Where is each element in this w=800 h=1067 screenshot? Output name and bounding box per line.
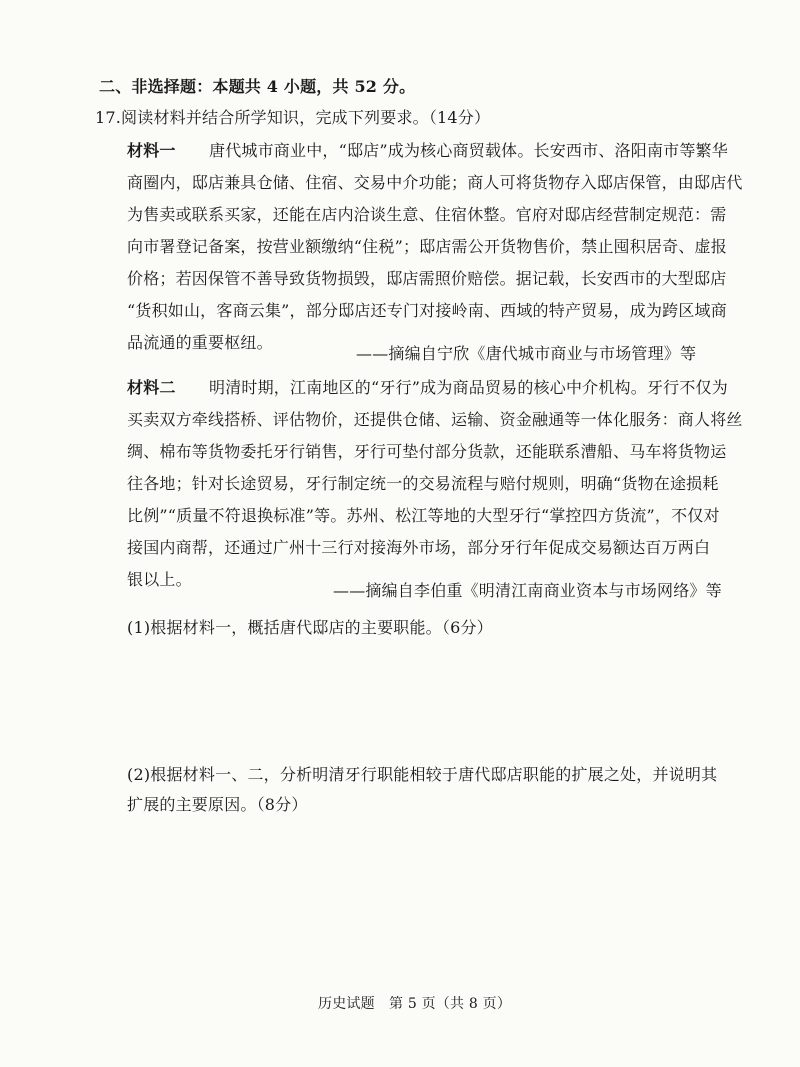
material-two-source: ——摘编自李伯重《明清江南商业资本与市场网络》等 — [333, 581, 722, 600]
material-one-source: ——摘编自宁欣《唐代城市商业与市场管理》等 — [356, 344, 697, 363]
material-one-line: 品流通的重要枢纽。 — [127, 333, 273, 352]
material-one-line: 商圈内，邸店兼具仓储、住宿、交易中介功能；商人可将货物存入邸店保管，由邸店代 — [127, 173, 743, 192]
material-two-line: 接国内商帮，还通过广州十三行对接海外市场，部分牙行年促成交易额达百万两白 — [127, 538, 711, 557]
material-one-line: “货积如山，客商云集”，部分邸店还专门对接岭南、西域的特产贸易，成为跨区域商 — [127, 301, 727, 320]
sub-question-two-line: 扩展的主要原因。（8分） — [127, 795, 308, 814]
material-two-line: 比例”“质量不符退换标准”等。苏州、松江等地的大型牙行“掌控四方货流”，不仅对 — [127, 506, 720, 525]
material-one-label: 材料一 — [127, 141, 176, 160]
section-heading: 二、非选择题：本题共 4 小题，共 52 分。 — [99, 77, 416, 96]
material-two-line: 明清时期，江南地区的“牙行”成为商品贸易的核心中介机构。牙行不仅为 — [209, 378, 728, 397]
question-prompt: 17.阅读材料并结合所学知识，完成下列要求。（14分） — [95, 108, 491, 127]
material-two-line: 往各地；针对长途贸易，牙行制定统一的交易流程与赔付规则，明确“货物在途损耗 — [127, 474, 719, 493]
material-two-label: 材料二 — [127, 378, 176, 397]
sub-question-one: (1)根据材料一，概括唐代邸店的主要职能。（6分） — [127, 618, 493, 637]
material-two-line: 银以上。 — [127, 570, 192, 589]
material-one-line: 唐代城市商业中，“邸店”成为核心商贸载体。长安西市、洛阳南市等繁华 — [209, 141, 728, 160]
page-footer: 历史试题 第 5 页（共 8 页） — [318, 996, 512, 1012]
material-one-line: 为售卖或联系买家，还能在店内洽谈生意、住宿休整。官府对邸店经营制定规范：需 — [127, 205, 727, 224]
material-two-line: 绸、棉布等货物委托牙行销售，牙行可垫付部分货款，还能联系漕船、马车将货物运 — [127, 442, 727, 461]
material-one-line: 价格；若因保管不善导致货物损毁，邸店需照价赔偿。据记载，长安西市的大型邸店 — [127, 269, 727, 288]
material-two-line: 买卖双方牵线搭桥、评估物价，还提供仓储、运输、资金融通等一体化服务：商人将丝 — [127, 410, 743, 429]
sub-question-two-line: (2)根据材料一、二，分析明清牙行职能相较于唐代邸店职能的扩展之处，并说明其 — [127, 765, 718, 784]
material-one-line: 向市署登记备案，按营业额缴纳“住税”；邸店需公开货物售价，禁止囤积居奇、虚报 — [127, 237, 727, 256]
